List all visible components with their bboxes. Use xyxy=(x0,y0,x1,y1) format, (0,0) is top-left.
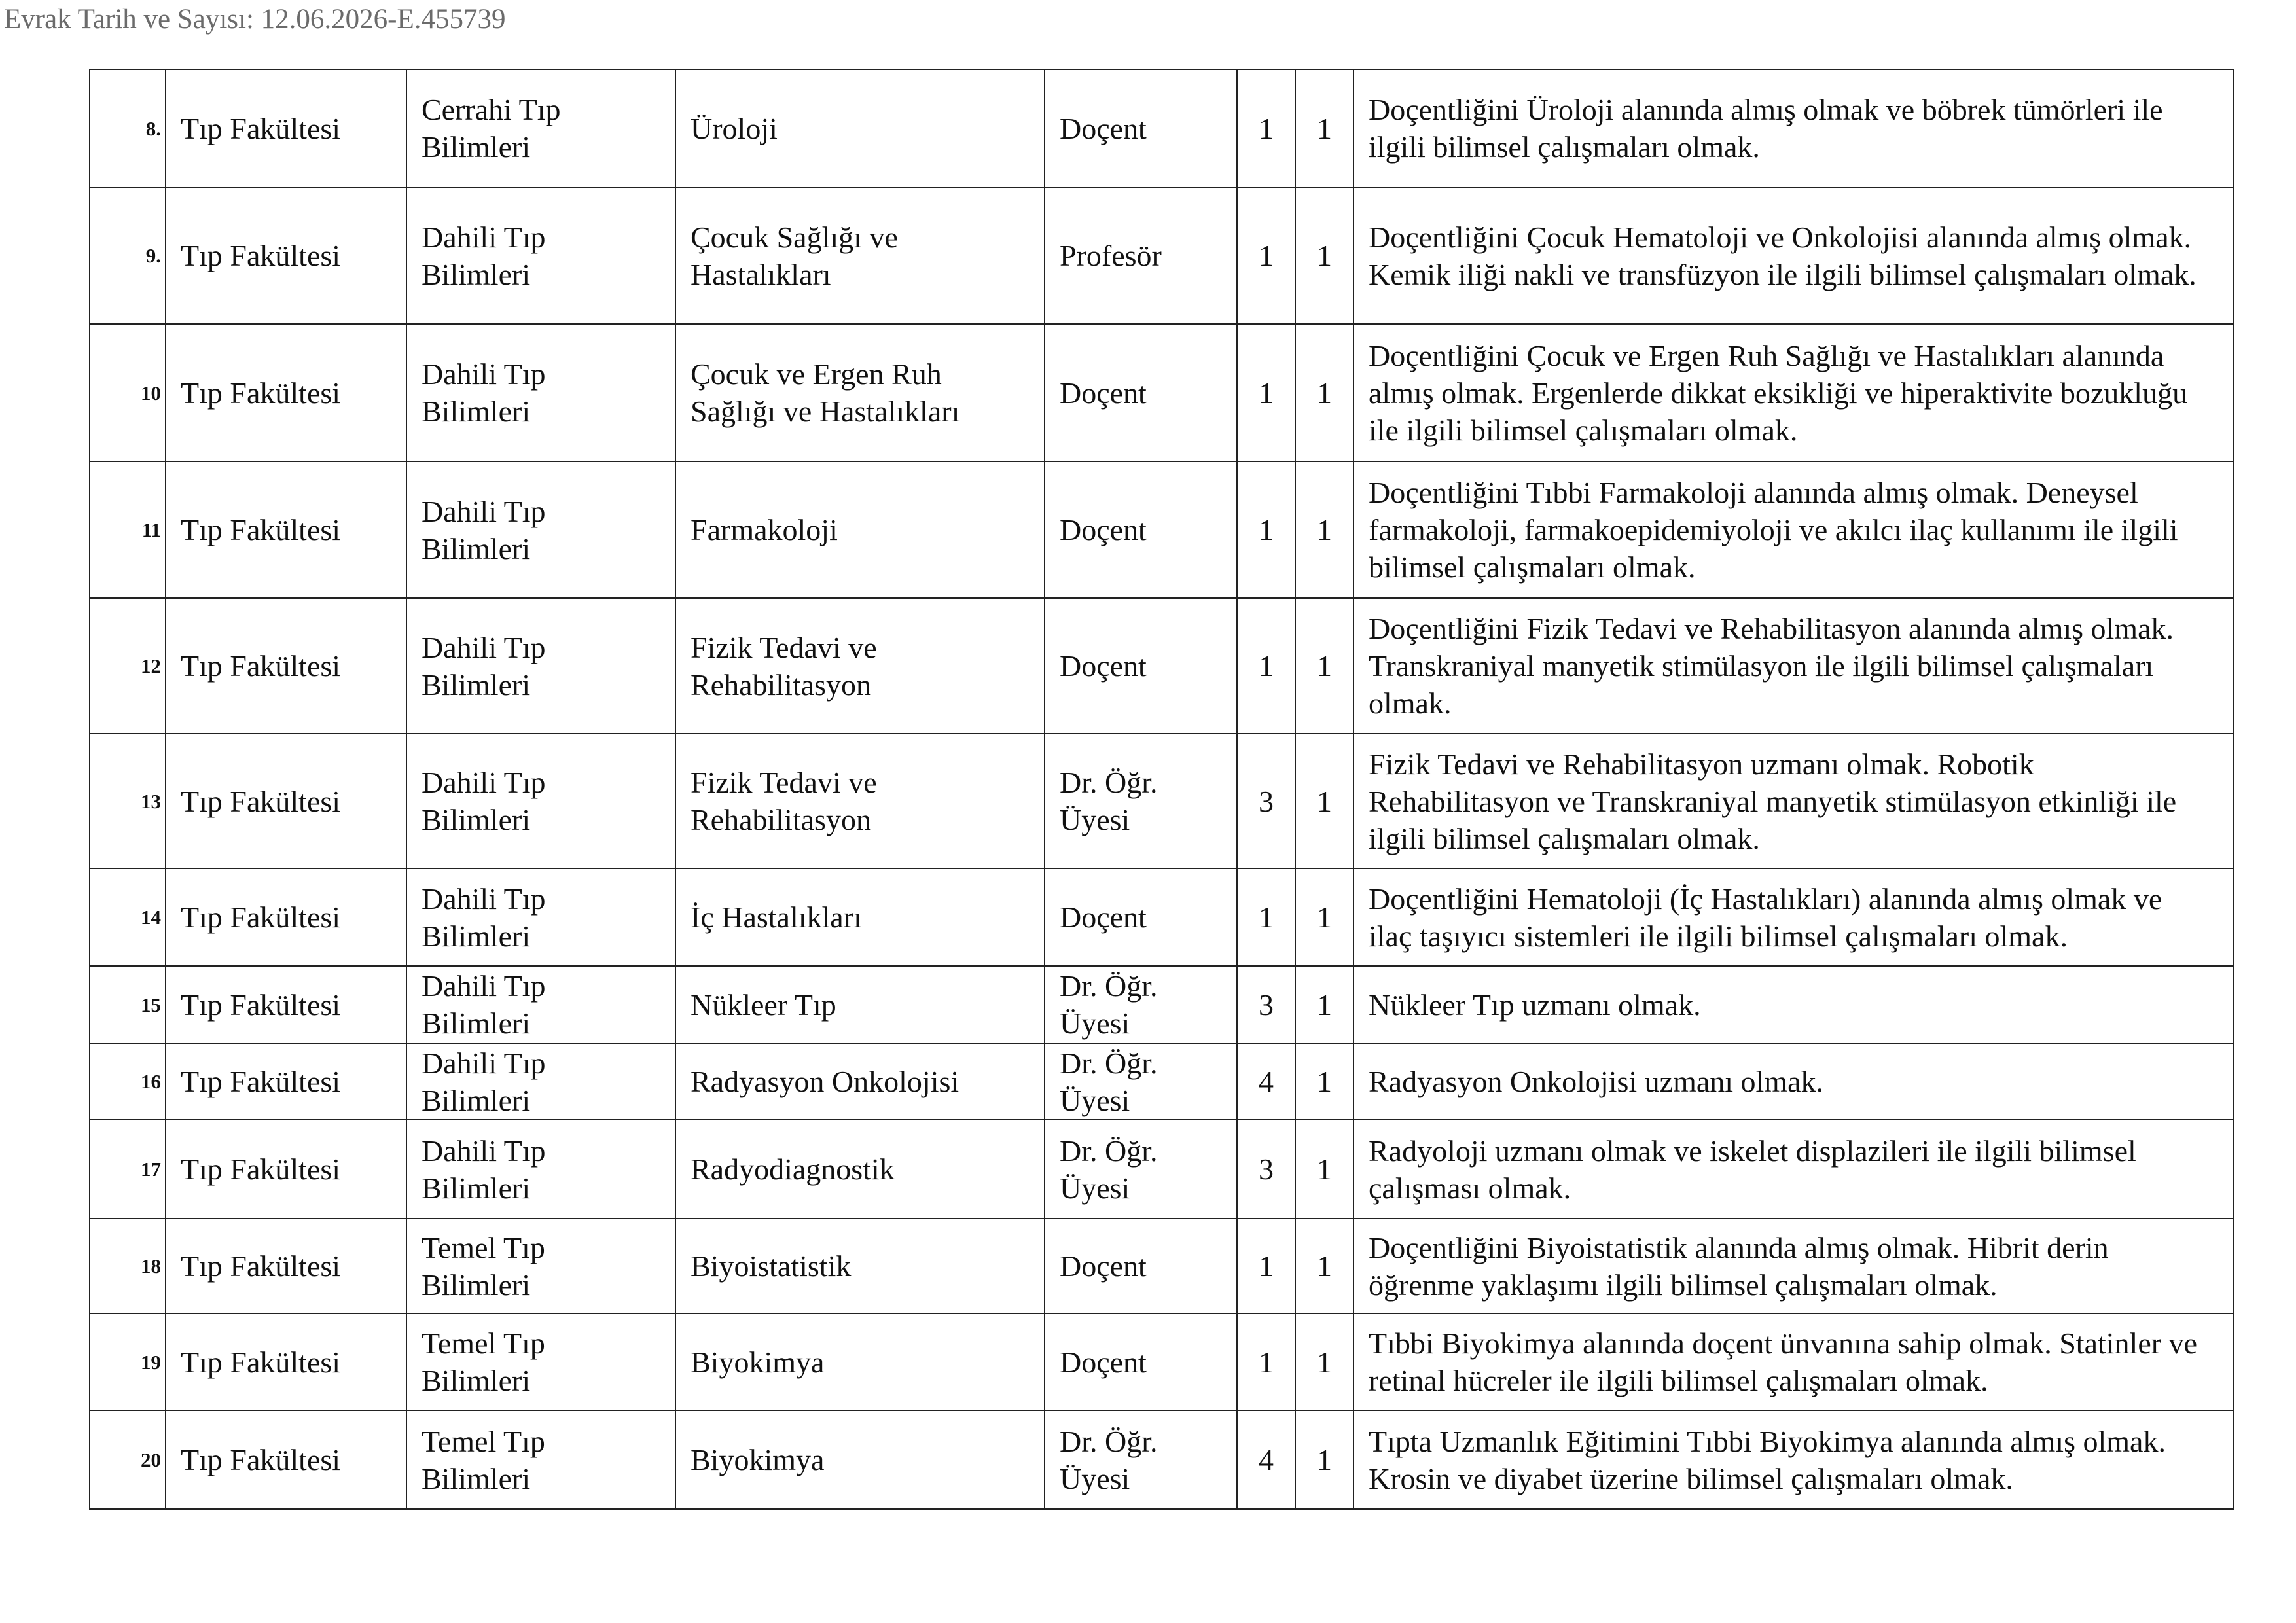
count-cell: 1 xyxy=(1295,1043,1354,1120)
degree-cell: 3 xyxy=(1237,966,1295,1043)
department-cell: Biyokimya xyxy=(675,1410,1045,1509)
title-cell: Dr. Öğr. Üyesi xyxy=(1045,1410,1237,1509)
faculty-cell: Tıp Fakültesi xyxy=(166,69,406,187)
table-row xyxy=(90,966,2233,1043)
title-cell: Dr. Öğr. Üyesi xyxy=(1045,966,1237,1043)
department-cell: İç Hastalıkları xyxy=(675,868,1045,966)
degree-cell: 1 xyxy=(1237,868,1295,966)
title-cell: Doçent xyxy=(1045,598,1237,734)
row-number-cell: 18 xyxy=(90,1219,166,1313)
requirements-cell: Radyasyon Onkolojisi uzmanı olmak. xyxy=(1354,1043,2233,1120)
department-cell: Biyokimya xyxy=(675,1313,1045,1410)
division-cell: Dahili Tıp Bilimleri xyxy=(406,461,675,598)
requirements-cell: Doçentliğini Üroloji alanında almış olmak ve böbrek tümörleri ile ilgili bilimsel çalışmaları olmak. xyxy=(1354,69,2233,187)
table-row xyxy=(90,1313,2233,1410)
row-number-cell: 8. xyxy=(90,69,166,187)
department-cell: Radyasyon Onkolojisi xyxy=(675,1043,1045,1120)
division-cell: Dahili Tıp Bilimleri xyxy=(406,1043,675,1120)
requirements-cell: Fizik Tedavi ve Rehabilitasyon uzmanı olmak. Robotik Rehabilitasyon ve Transkraniyal manyetik stimülasyon etkinliği ile ilgili bilimsel çalışmaları olmak. xyxy=(1354,734,2233,868)
division-cell: Dahili Tıp Bilimleri xyxy=(406,1120,675,1219)
row-number-cell: 13 xyxy=(90,734,166,868)
title-cell: Doçent xyxy=(1045,461,1237,598)
title-cell: Dr. Öğr. Üyesi xyxy=(1045,1043,1237,1120)
title-cell: Doçent xyxy=(1045,1219,1237,1313)
requirements-cell: Doçentliğini Fizik Tedavi ve Rehabilitasyon alanında almış olmak. Transkraniyal manyetik stimülasyon ile ilgili bilimsel çalışmaları olmak. xyxy=(1354,598,2233,734)
row-number-cell: 15 xyxy=(90,966,166,1043)
row-number-cell: 17 xyxy=(90,1120,166,1219)
count-cell: 1 xyxy=(1295,1410,1354,1509)
department-cell: Fizik Tedavi ve Rehabilitasyon xyxy=(675,734,1045,868)
degree-cell: 3 xyxy=(1237,1120,1295,1219)
division-cell: Temel Tıp Bilimleri xyxy=(406,1313,675,1410)
row-number-cell: 12 xyxy=(90,598,166,734)
document-reference: Evrak Tarih ve Sayısı: 12.06.2026-E.455739 xyxy=(4,4,506,35)
department-cell: Üroloji xyxy=(675,69,1045,187)
row-number-cell: 20 xyxy=(90,1410,166,1509)
division-cell: Cerrahi Tıp Bilimleri xyxy=(406,69,675,187)
faculty-cell: Tıp Fakültesi xyxy=(166,1043,406,1120)
department-cell: Fizik Tedavi ve Rehabilitasyon xyxy=(675,598,1045,734)
row-number-cell: 14 xyxy=(90,868,166,966)
title-cell: Doçent xyxy=(1045,324,1237,461)
department-cell: Radyodiagnostik xyxy=(675,1120,1045,1219)
degree-cell: 1 xyxy=(1237,69,1295,187)
title-cell: Doçent xyxy=(1045,69,1237,187)
table-row xyxy=(90,187,2233,324)
table-row xyxy=(90,69,2233,187)
count-cell: 1 xyxy=(1295,598,1354,734)
title-cell: Profesör xyxy=(1045,187,1237,324)
requirements-cell: Doçentliğini Biyoistatistik alanında almış olmak. Hibrit derin öğrenme yaklaşımı ilgili bilimsel çalışmaları olmak. xyxy=(1354,1219,2233,1313)
academic-positions-table xyxy=(89,69,2234,1510)
count-cell: 1 xyxy=(1295,461,1354,598)
requirements-cell: Tıpta Uzmanlık Eğitimini Tıbbi Biyokimya alanında almış olmak. Krosin ve diyabet üzerine bilimsel çalışmaları olmak. xyxy=(1354,1410,2233,1509)
faculty-cell: Tıp Fakültesi xyxy=(166,1410,406,1509)
row-number-cell: 16 xyxy=(90,1043,166,1120)
faculty-cell: Tıp Fakültesi xyxy=(166,966,406,1043)
row-number-cell: 11 xyxy=(90,461,166,598)
row-number-cell: 10 xyxy=(90,324,166,461)
faculty-cell: Tıp Fakültesi xyxy=(166,868,406,966)
count-cell: 1 xyxy=(1295,1120,1354,1219)
requirements-cell: Nükleer Tıp uzmanı olmak. xyxy=(1354,966,2233,1043)
division-cell: Dahili Tıp Bilimleri xyxy=(406,598,675,734)
table-body xyxy=(90,69,2233,1509)
degree-cell: 1 xyxy=(1237,1313,1295,1410)
degree-cell: 4 xyxy=(1237,1410,1295,1509)
requirements-cell: Doçentliğini Tıbbi Farmakoloji alanında almış olmak. Deneysel farmakoloji, farmakoepidemiyoloji ve akılcı ilaç kullanımı ile ilgili bilimsel çalışmaları olmak. xyxy=(1354,461,2233,598)
degree-cell: 1 xyxy=(1237,461,1295,598)
count-cell: 1 xyxy=(1295,69,1354,187)
division-cell: Dahili Tıp Bilimleri xyxy=(406,868,675,966)
table-row xyxy=(90,324,2233,461)
title-cell: Dr. Öğr. Üyesi xyxy=(1045,1120,1237,1219)
degree-cell: 1 xyxy=(1237,324,1295,461)
title-cell: Doçent xyxy=(1045,1313,1237,1410)
requirements-cell: Tıbbi Biyokimya alanında doçent ünvanına sahip olmak. Statinler ve retinal hücreler ile ilgili bilimsel çalışmaları olmak. xyxy=(1354,1313,2233,1410)
requirements-cell: Doçentliğini Çocuk Hematoloji ve Onkolojisi alanında almış olmak. Kemik iliği nakli ve transfüzyon ile ilgili bilimsel çalışmaları olmak. xyxy=(1354,187,2233,324)
count-cell: 1 xyxy=(1295,1219,1354,1313)
row-number-cell: 9. xyxy=(90,187,166,324)
faculty-cell: Tıp Fakültesi xyxy=(166,1219,406,1313)
faculty-cell: Tıp Fakültesi xyxy=(166,1313,406,1410)
division-cell: Temel Tıp Bilimleri xyxy=(406,1410,675,1509)
table-row xyxy=(90,461,2233,598)
table-row xyxy=(90,1410,2233,1509)
table-row xyxy=(90,1043,2233,1120)
degree-cell: 1 xyxy=(1237,187,1295,324)
degree-cell: 1 xyxy=(1237,1219,1295,1313)
degree-cell: 4 xyxy=(1237,1043,1295,1120)
table-row xyxy=(90,598,2233,734)
department-cell: Farmakoloji xyxy=(675,461,1045,598)
faculty-cell: Tıp Fakültesi xyxy=(166,598,406,734)
department-cell: Çocuk Sağlığı ve Hastalıkları xyxy=(675,187,1045,324)
division-cell: Dahili Tıp Bilimleri xyxy=(406,187,675,324)
title-cell: Dr. Öğr. Üyesi xyxy=(1045,734,1237,868)
count-cell: 1 xyxy=(1295,868,1354,966)
faculty-cell: Tıp Fakültesi xyxy=(166,734,406,868)
count-cell: 1 xyxy=(1295,187,1354,324)
table-row xyxy=(90,1219,2233,1313)
requirements-cell: Radyoloji uzmanı olmak ve iskelet displazileri ile ilgili bilimsel çalışması olmak. xyxy=(1354,1120,2233,1219)
count-cell: 1 xyxy=(1295,966,1354,1043)
department-cell: Çocuk ve Ergen Ruh Sağlığı ve Hastalıkları xyxy=(675,324,1045,461)
division-cell: Dahili Tıp Bilimleri xyxy=(406,324,675,461)
requirements-cell: Doçentliğini Hematoloji (İç Hastalıkları) alanında almış olmak ve ilaç taşıyıcı sistemleri ile ilgili bilimsel çalışmaları olmak. xyxy=(1354,868,2233,966)
division-cell: Dahili Tıp Bilimleri xyxy=(406,734,675,868)
department-cell: Nükleer Tıp xyxy=(675,966,1045,1043)
faculty-cell: Tıp Fakültesi xyxy=(166,187,406,324)
division-cell: Dahili Tıp Bilimleri xyxy=(406,966,675,1043)
department-cell: Biyoistatistik xyxy=(675,1219,1045,1313)
table-row xyxy=(90,1120,2233,1219)
faculty-cell: Tıp Fakültesi xyxy=(166,461,406,598)
count-cell: 1 xyxy=(1295,324,1354,461)
table-row xyxy=(90,734,2233,868)
count-cell: 1 xyxy=(1295,1313,1354,1410)
title-cell: Doçent xyxy=(1045,868,1237,966)
count-cell: 1 xyxy=(1295,734,1354,868)
table-row xyxy=(90,868,2233,966)
row-number-cell: 19 xyxy=(90,1313,166,1410)
faculty-cell: Tıp Fakültesi xyxy=(166,324,406,461)
division-cell: Temel Tıp Bilimleri xyxy=(406,1219,675,1313)
degree-cell: 1 xyxy=(1237,598,1295,734)
faculty-cell: Tıp Fakültesi xyxy=(166,1120,406,1219)
degree-cell: 3 xyxy=(1237,734,1295,868)
requirements-cell: Doçentliğini Çocuk ve Ergen Ruh Sağlığı ve Hastalıkları alanında almış olmak. Ergenlerde dikkat eksikliği ve hiperaktivite bozukluğu ile ilgili bilimsel çalışmaları olmak. xyxy=(1354,324,2233,461)
